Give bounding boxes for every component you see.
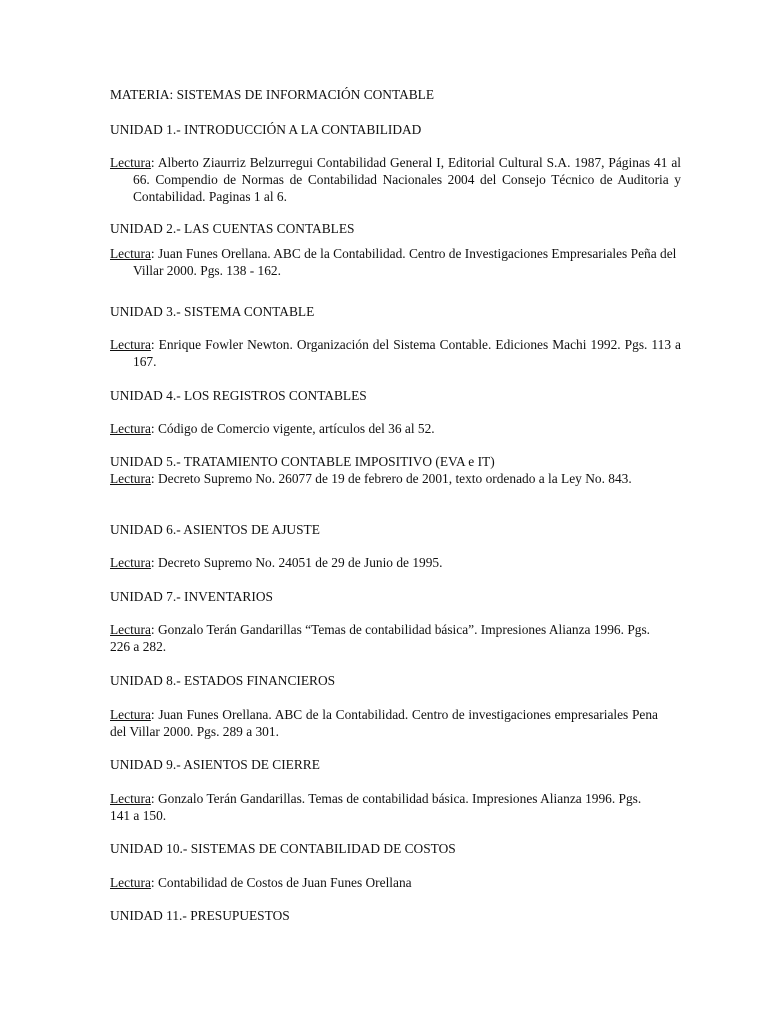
unit-heading: UNIDAD 4.- LOS REGISTROS CONTABLES [110, 388, 367, 403]
unit-reading: Lectura: Decreto Supremo No. 26077 de 19 de febrero de 2001, texto ordenado a la Ley No. 843. [110, 471, 632, 486]
reading-text: Contabilidad de Costos de Juan Funes Orellana [157, 875, 412, 890]
reading-text: Alberto Ziaurriz Belzurregui Contabilidad General I, Editorial Cultural S.A. 1987, Páginas 41 al 66. Compendio de Normas de Contabilidad Nacionales 2004 del Consejo Técnico de Auditoria y Contabilidad. Paginas 1 al 6. [133, 155, 681, 204]
unit-reading: Lectura: Alberto Ziaurriz Belzurregui Contabilidad General I, Editorial Cultural S.A. 1987, Páginas 41 al 66. Compendio de Normas de Contabilidad Nacionales 2004 del Consejo Técnico de Auditoria y Contabilidad. Paginas 1 al 6. [110, 155, 681, 204]
lectura-label: Lectura [110, 555, 151, 570]
unit-heading: UNIDAD 6.- ASIENTOS DE AJUSTE [110, 522, 320, 537]
lectura-label: Lectura [110, 155, 151, 170]
lectura-label: Lectura [110, 791, 151, 806]
unit-reading: Lectura: Juan Funes Orellana. ABC de la Contabilidad. Centro de Investigaciones Empresariales Peña del Villar 2000. Pgs. 138 - 162. [110, 246, 677, 278]
unit-reading: Lectura: Enrique Fowler Newton. Organización del Sistema Contable. Ediciones Machi 1992. Pgs. 113 a 167. [110, 337, 682, 369]
lectura-label: Lectura [110, 622, 151, 637]
unit-heading: UNIDAD 7.- INVENTARIOS [110, 589, 273, 604]
unit-reading: Lectura: Contabilidad de Costos de Juan Funes Orellana [110, 875, 412, 890]
lectura-label: Lectura [110, 337, 151, 352]
reading-text: Código de Comercio vigente, artículos del 36 al 52. [157, 421, 435, 436]
unit-reading: Lectura: Decreto Supremo No. 24051 de 29 de Junio de 1995. [110, 555, 443, 570]
lectura-label: Lectura [110, 471, 151, 486]
lectura-label: Lectura [110, 421, 151, 436]
materia-title: MATERIA: SISTEMAS DE INFORMACIÓN CONTABLE [110, 87, 435, 102]
reading-text: Juan Funes Orellana. ABC de la Contabilidad. Centro de investigaciones empresariales Pena del Villar 2000. Pgs. 289 a 301. [110, 707, 658, 739]
reading-text: Enrique Fowler Newton. Organización del Sistema Contable. Ediciones Machi 1992. Pgs. 113 a 167. [133, 337, 682, 369]
lectura-label: Lectura [110, 875, 151, 890]
unit-heading: UNIDAD 8.- ESTADOS FINANCIEROS [110, 673, 336, 688]
unit-reading: Lectura: Gonzalo Terán Gandarillas “Temas de contabilidad básica”. Impresiones Alianza 1996. Pgs. 226 a 282. [110, 622, 651, 654]
unit-heading: UNIDAD 11.- PRESUPUESTOS [110, 908, 290, 923]
unit-heading: UNIDAD 2.- LAS CUENTAS CONTABLES [110, 221, 355, 236]
reading-text: Gonzalo Terán Gandarillas. Temas de contabilidad básica. Impresiones Alianza 1996. Pgs. 141 a 150. [110, 791, 642, 823]
unit-heading: UNIDAD 9.- ASIENTOS DE CIERRE [110, 757, 320, 772]
reading-text: Juan Funes Orellana. ABC de la Contabilidad. Centro de Investigaciones Empresariales Peña del Villar 2000. Pgs. 138 - 162. [133, 246, 677, 278]
reading-text: Decreto Supremo No. 24051 de 29 de Junio de 1995. [157, 555, 443, 570]
unit-reading: Lectura: Gonzalo Terán Gandarillas. Temas de contabilidad básica. Impresiones Alianza 1996. Pgs. 141 a 150. [110, 791, 642, 823]
unit-heading: UNIDAD 3.- SISTEMA CONTABLE [110, 304, 315, 319]
reading-text: Decreto Supremo No. 26077 de 19 de febrero de 2001, texto ordenado a la Ley No. 843. [157, 471, 632, 486]
unit-heading: UNIDAD 5.- TRATAMIENTO CONTABLE IMPOSITIVO (EVA e IT) [110, 454, 495, 469]
unit-heading: UNIDAD 10.- SISTEMAS DE CONTABILIDAD DE COSTOS [110, 841, 456, 856]
unit-reading: Lectura: Juan Funes Orellana. ABC de la Contabilidad. Centro de investigaciones empresariales Pena del Villar 2000. Pgs. 289 a 301. [110, 707, 658, 739]
unit-heading: UNIDAD 1.- INTRODUCCIÓN A LA CONTABILIDAD [110, 122, 422, 137]
lectura-label: Lectura [110, 707, 151, 722]
lectura-label: Lectura [110, 246, 151, 261]
unit-reading: Lectura: Código de Comercio vigente, artículos del 36 al 52. [110, 421, 435, 436]
reading-text: Gonzalo Terán Gandarillas “Temas de contabilidad básica”. Impresiones Alianza 1996. Pgs. 226 a 282. [110, 622, 651, 654]
